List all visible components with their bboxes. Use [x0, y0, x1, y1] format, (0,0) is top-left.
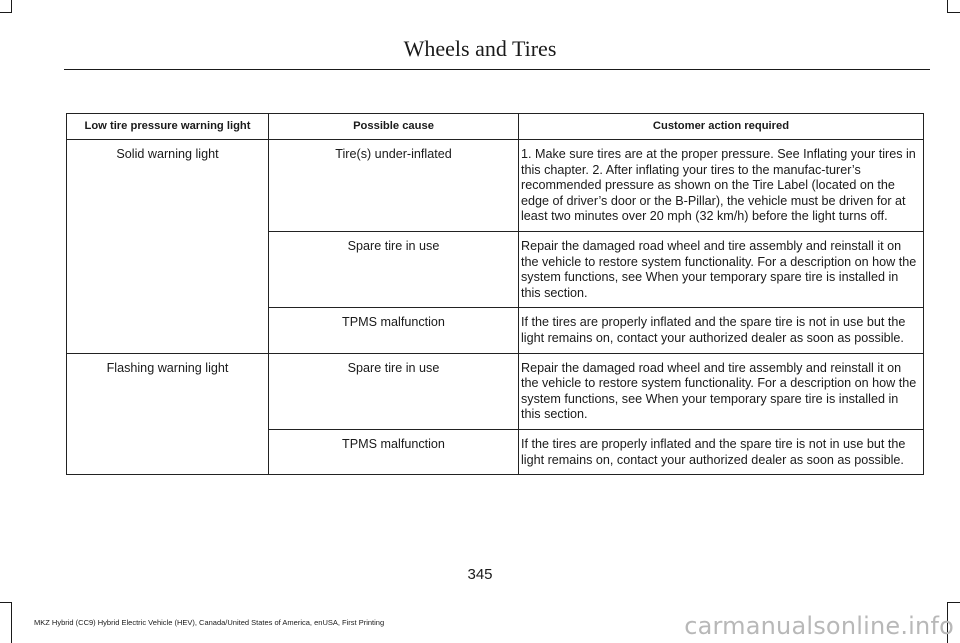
crop-mark-top-left-h [0, 12, 12, 13]
customer-action-cell: If the tires are properly inflated and the spare tire is not in use but the light remains on, contact your authorized dealer as soon as possible. [519, 308, 924, 353]
possible-cause-cell: Spare tire in use [269, 231, 519, 307]
crop-mark-top-right-h [947, 12, 960, 13]
watermark: carmanualsonline.info [684, 612, 954, 640]
page-number: 345 [467, 566, 493, 583]
table-header-row [67, 114, 924, 140]
possible-cause-cell: Tire(s) under-inflated [269, 140, 519, 232]
table-row [67, 353, 924, 429]
crop-mark-bottom-left-v [11, 602, 12, 643]
customer-action-cell: Repair the damaged road wheel and tire assembly and reinstall it on the vehicle to restore system functionality. For a description on how the system functions, see When your temporary spare tire is installed in this section. [519, 231, 924, 307]
column-header-warning-light: Low tire pressure warning light [67, 114, 269, 140]
footer-publication-info: MKZ Hybrid (CC9) Hybrid Electric Vehicle (HEV), Canada/United States of America, enUSA, First Printing [34, 618, 385, 627]
column-header-possible-cause: Possible cause [269, 114, 519, 140]
column-header-customer-action: Customer action required [519, 114, 924, 140]
possible-cause-cell: TPMS malfunction [269, 308, 519, 353]
customer-action-cell: If the tires are properly inflated and the spare tire is not in use but the light remains on, contact your authorized dealer as soon as possible. [519, 429, 924, 474]
customer-action-cell: 1. Make sure tires are at the proper pressure. See Inflating your tires in this chapter. 2. After inflating your tires to the manufac-turer’s recommended pressure as shown on the Tire Label (located on the edge of driver’s door or the B-Pillar), the vehicle must be driven for at least two minutes over 20 mph (32 km/h) before the light turns off. [519, 140, 924, 232]
customer-action-cell: Repair the damaged road wheel and tire assembly and reinstall it on the vehicle to restore system functionality. For a description on how the system functions, see When your temporary spare tire is installed in this section. [519, 353, 924, 429]
warning-light-cell: Flashing warning light [67, 353, 269, 475]
tpms-warning-table [66, 113, 924, 475]
table-row [67, 140, 924, 232]
page-title: Wheels and Tires [403, 36, 557, 61]
crop-mark-bottom-left-h [0, 602, 12, 603]
title-rule [64, 69, 930, 70]
possible-cause-cell: Spare tire in use [269, 353, 519, 429]
warning-light-cell: Solid warning light [67, 140, 269, 354]
possible-cause-cell: TPMS malfunction [269, 429, 519, 474]
crop-mark-bottom-right-h [947, 602, 960, 603]
